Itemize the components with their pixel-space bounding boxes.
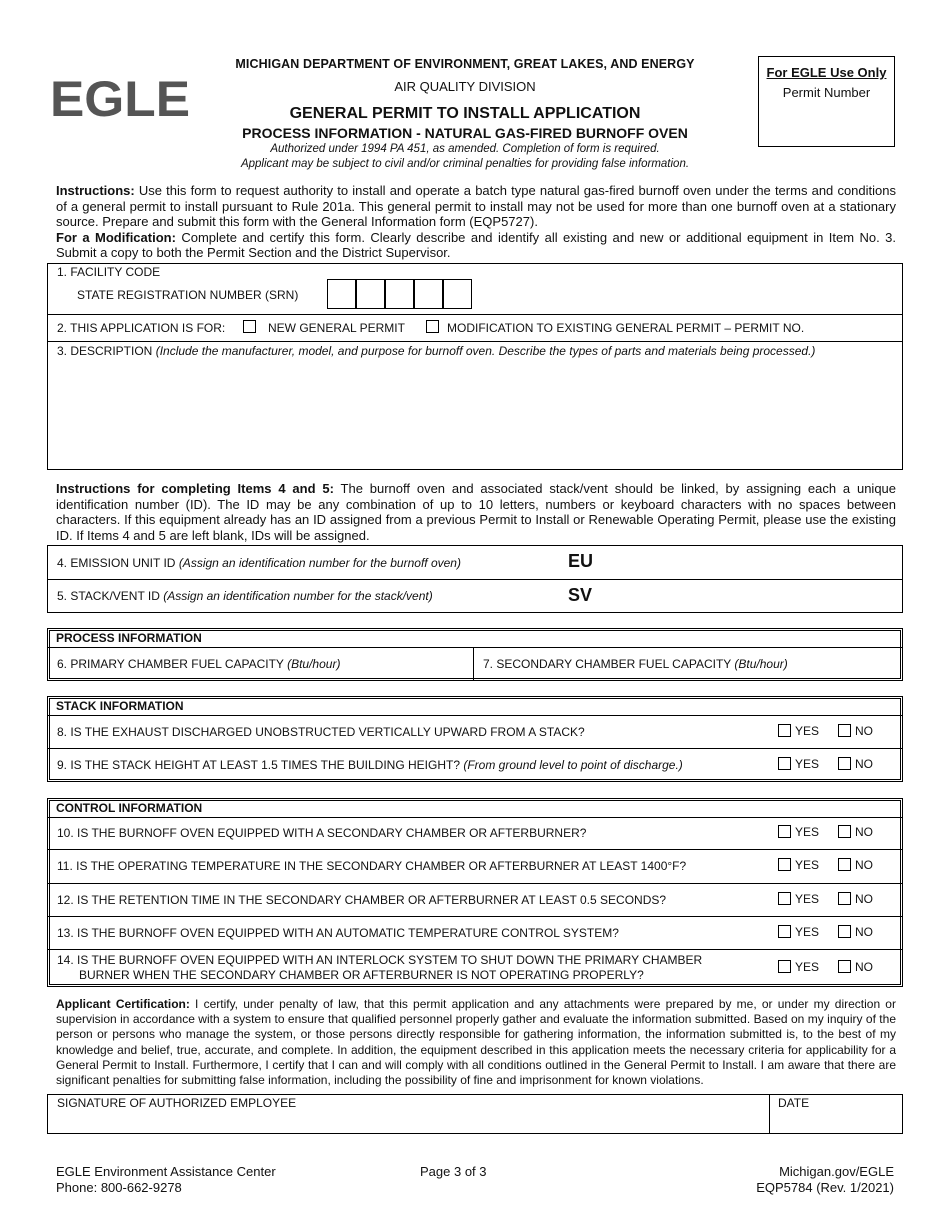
- division-name: AIR QUALITY DIVISION: [394, 79, 536, 94]
- srn-digit-2[interactable]: [356, 279, 385, 309]
- q11-yes-label: YES: [795, 858, 820, 872]
- divider: [47, 883, 903, 884]
- description-label: [57, 344, 815, 358]
- control-information-heading: CONTROL INFORMATION: [56, 801, 203, 815]
- emission-unit-title: 4. EMISSION UNIT ID: [57, 556, 176, 570]
- description-title: 3. DESCRIPTION: [57, 344, 153, 358]
- divider: [769, 1094, 770, 1134]
- footer-center-name: EGLE Environment Assistance Center: [56, 1164, 276, 1179]
- question-14: [57, 953, 702, 983]
- sv-prefix: SV: [568, 585, 593, 605]
- egle-use-only-title: For EGLE Use Only: [766, 65, 887, 80]
- application-for-label: 2. THIS APPLICATION IS FOR:: [57, 321, 226, 335]
- authority-line-2: Applicant may be subject to civil and/or criminal penalties for providing false information.: [240, 158, 690, 170]
- q13-no-label: NO: [855, 925, 873, 939]
- q8-yes[interactable]: [778, 724, 819, 738]
- q13-no-checkbox[interactable]: [838, 925, 851, 938]
- q9-no[interactable]: [838, 757, 873, 771]
- divider: [47, 579, 903, 580]
- footer-phone: Phone: 800-662-9278: [56, 1180, 182, 1195]
- instructions-text: Use this form to request authority to install and operate a batch type natural gas-fired burnoff oven under the terms and conditions of a general permit to install pursuant to Rule 201a. This general permit to install may not be used for more than one burnoff oven at a stationary source. Prepare and submit this form with the General Information form (EQP5727).: [56, 183, 896, 229]
- description-field[interactable]: [50, 362, 900, 466]
- q14-no-checkbox[interactable]: [838, 960, 851, 973]
- question-9: [57, 758, 683, 772]
- egle-logo: [50, 76, 192, 120]
- question-13: 13. IS THE BURNOFF OVEN EQUIPPED WITH AN AUTOMATIC TEMPERATURE CONTROL SYSTEM?: [57, 926, 619, 940]
- stack-vent-label: [57, 589, 433, 603]
- authority-line-1: Authorized under 1994 PA 451, as amended. Completion of form is required.: [270, 143, 660, 155]
- stack-vent-id-field[interactable]: [600, 582, 890, 610]
- srn-label: STATE REGISTRATION NUMBER (SRN): [77, 288, 299, 302]
- q13-yes[interactable]: [778, 925, 819, 939]
- q10-no-checkbox[interactable]: [838, 825, 851, 838]
- applicant-certification: [56, 997, 896, 1088]
- q9-yes-label: YES: [795, 757, 820, 771]
- question-12: 12. IS THE RETENTION TIME IN THE SECONDARY CHAMBER OR AFTERBURNER AT LEAST 0.5 SECONDS?: [57, 893, 667, 907]
- modification-option-label: MODIFICATION TO EXISTING GENERAL PERMIT – PERMIT NO.: [447, 321, 805, 335]
- primary-capacity-title: 6. PRIMARY CHAMBER FUEL CAPACITY: [57, 657, 284, 671]
- q10-yes[interactable]: [778, 825, 819, 839]
- q8-no-label: NO: [855, 724, 873, 738]
- q12-no-label: NO: [855, 892, 873, 906]
- instructions: [56, 183, 896, 261]
- q12-yes[interactable]: [778, 892, 819, 906]
- q11-yes-checkbox[interactable]: [778, 858, 791, 871]
- certification-label: Applicant Certification:: [56, 997, 190, 1011]
- footer-form-id: EQP5784 (Rev. 1/2021): [756, 1180, 894, 1195]
- q8-yes-label: YES: [795, 724, 820, 738]
- secondary-capacity-unit: (Btu/hour): [734, 657, 788, 671]
- facility-code-label: 1. FACILITY CODE: [57, 265, 161, 279]
- permit-number-label: Permit Number: [782, 85, 871, 100]
- form-title: GENERAL PERMIT TO INSTALL APPLICATION: [289, 105, 641, 122]
- authority-note: [200, 142, 730, 172]
- divider: [47, 949, 903, 950]
- stack-vent-hint: (Assign an identification number for the stack/vent): [163, 589, 433, 603]
- modification-checkbox[interactable]: [426, 320, 439, 333]
- q12-yes-checkbox[interactable]: [778, 892, 791, 905]
- egle-logo-text: EGLE: [50, 76, 190, 120]
- q9-yes[interactable]: [778, 757, 819, 771]
- divider: [47, 817, 903, 818]
- description-hint: (Include the manufacturer, model, and purpose for burnoff oven. Describe the types of parts and materials being processed.): [155, 344, 816, 358]
- q9-no-checkbox[interactable]: [838, 757, 851, 770]
- srn-digit-1[interactable]: [327, 279, 356, 309]
- footer-left: [56, 1164, 276, 1196]
- q12-no[interactable]: [838, 892, 873, 906]
- srn-digit-5[interactable]: [443, 279, 472, 309]
- primary-capacity-unit: (Btu/hour): [287, 657, 341, 671]
- footer-page-number: Page 3 of 3: [420, 1164, 487, 1179]
- q13-yes-checkbox[interactable]: [778, 925, 791, 938]
- question-9-hint: (From ground level to point of discharge.): [463, 758, 683, 772]
- q8-no[interactable]: [838, 724, 873, 738]
- department-name: MICHIGAN DEPARTMENT OF ENVIRONMENT, GREAT LAKES, AND ENERGY: [235, 57, 695, 71]
- stack-information-heading: STACK INFORMATION: [56, 699, 184, 713]
- divider: [47, 314, 903, 315]
- egle-use-only-box: [758, 56, 895, 147]
- q8-no-checkbox[interactable]: [838, 724, 851, 737]
- modification-label: For a Modification:: [56, 229, 176, 245]
- question-14-line-2: BURNER WHEN THE SECONDARY CHAMBER OR AFTERBURNER IS NOT OPERATING PROPERLY?: [79, 968, 644, 982]
- footer-website[interactable]: Michigan.gov/EGLE: [779, 1164, 894, 1179]
- emission-unit-id-field[interactable]: [600, 548, 890, 576]
- signature-field[interactable]: [50, 1110, 765, 1132]
- question-9-text: 9. IS THE STACK HEIGHT AT LEAST 1.5 TIMES THE BUILDING HEIGHT?: [57, 758, 461, 772]
- q13-no[interactable]: [838, 925, 873, 939]
- q9-yes-checkbox[interactable]: [778, 757, 791, 770]
- footer-right: [756, 1164, 894, 1196]
- q14-yes-label: YES: [795, 960, 820, 974]
- divider: [47, 849, 903, 850]
- q10-no[interactable]: [838, 825, 873, 839]
- secondary-capacity-title: 7. SECONDARY CHAMBER FUEL CAPACITY: [483, 657, 732, 671]
- q11-no-checkbox[interactable]: [838, 858, 851, 871]
- form-subtitle: PROCESS INFORMATION - NATURAL GAS-FIRED BURNOFF OVEN: [242, 125, 688, 141]
- emission-unit-hint: (Assign an identification number for the burnoff oven): [178, 556, 461, 570]
- question-14-line-1: 14. IS THE BURNOFF OVEN EQUIPPED WITH AN INTERLOCK SYSTEM TO SHUT DOWN THE PRIMARY CHAMBER: [57, 953, 703, 967]
- q12-yes-label: YES: [795, 892, 820, 906]
- instructions-45-text: The burnoff oven and associated stack/vent should be linked, by assigning each a unique identification number (ID). The ID may be any combination of up to 10 letters, numbers or keyboard characters with no spaces between characters. If this equipment already has an ID assigned from a previous Permit to Install or Renewable Operating Permit, please use the existing ID. If Items 4 and 5 are left blank, IDs will be assigned.: [56, 481, 897, 543]
- instructions-label: Instructions:: [56, 183, 135, 198]
- q9-no-label: NO: [855, 757, 873, 771]
- stack-vent-title: 5. STACK/VENT ID: [57, 589, 160, 603]
- instructions-items-4-5: [56, 481, 896, 543]
- secondary-capacity-label: [483, 657, 788, 671]
- divider: [47, 916, 903, 917]
- q11-no-label: NO: [855, 858, 873, 872]
- modification-text: Complete and certify this form. Clearly describe and identify all existing and new or additional equipment in Item No. 3. Submit a copy to both the Permit Section and the District Supervisor.: [56, 229, 896, 260]
- divider: [47, 748, 903, 749]
- divider: [473, 647, 474, 681]
- q10-yes-label: YES: [795, 825, 820, 839]
- srn-digit-4[interactable]: [414, 279, 443, 309]
- certification-text: I certify, under penalty of law, that this permit application and any attachments were prepared by me, or under my direction or supervision in accordance with a system to ensure that qualified personnel properly gather and evaluate the information submitted. Based on my inquiry of the person or persons who manage the system, or those persons directly responsible for gathering information, the information submitted is, to the best of my knowledge and belief, true, accurate, and complete. In addition, the equipment described in this application meets the necessary criteria for applicability for a General Permit to Install. Furthermore, I certify that I can and will comply with all conditions outlined in the General Permit to Install. I am aware that there are significant penalties for submitting false information, including the possibility of fine and imprisonment for known violations.: [56, 997, 896, 1088]
- primary-capacity-label: [57, 657, 340, 671]
- q11-yes[interactable]: [778, 858, 819, 872]
- q10-no-label: NO: [855, 825, 873, 839]
- q8-yes-checkbox[interactable]: [778, 724, 791, 737]
- divider: [47, 647, 903, 648]
- q14-no[interactable]: [838, 960, 873, 974]
- date-label: DATE: [778, 1096, 810, 1110]
- q14-yes-checkbox[interactable]: [778, 960, 791, 973]
- new-permit-label: NEW GENERAL PERMIT: [268, 321, 405, 335]
- question-11: 11. IS THE OPERATING TEMPERATURE IN THE SECONDARY CHAMBER OR AFTERBURNER AT LEAST 1400°F?: [57, 859, 687, 873]
- emission-unit-label: [57, 556, 461, 570]
- divider: [47, 341, 903, 342]
- process-information-heading: PROCESS INFORMATION: [56, 631, 202, 645]
- divider: [47, 715, 903, 716]
- new-permit-checkbox[interactable]: [243, 320, 256, 333]
- srn-digit-3[interactable]: [385, 279, 414, 309]
- q14-yes[interactable]: [778, 960, 819, 974]
- question-8: 8. IS THE EXHAUST DISCHARGED UNOBSTRUCTED VERTICALLY UPWARD FROM A STACK?: [57, 725, 585, 739]
- q10-yes-checkbox[interactable]: [778, 825, 791, 838]
- date-field[interactable]: [772, 1110, 900, 1132]
- q14-no-label: NO: [855, 960, 873, 974]
- question-10: 10. IS THE BURNOFF OVEN EQUIPPED WITH A SECONDARY CHAMBER OR AFTERBURNER?: [57, 826, 587, 840]
- q13-yes-label: YES: [795, 925, 820, 939]
- q12-no-checkbox[interactable]: [838, 892, 851, 905]
- instructions-45-label: Instructions for completing Items 4 and 5:: [56, 481, 334, 496]
- eu-prefix: EU: [568, 551, 594, 571]
- q11-no[interactable]: [838, 858, 873, 872]
- signature-label: SIGNATURE OF AUTHORIZED EMPLOYEE: [57, 1096, 297, 1110]
